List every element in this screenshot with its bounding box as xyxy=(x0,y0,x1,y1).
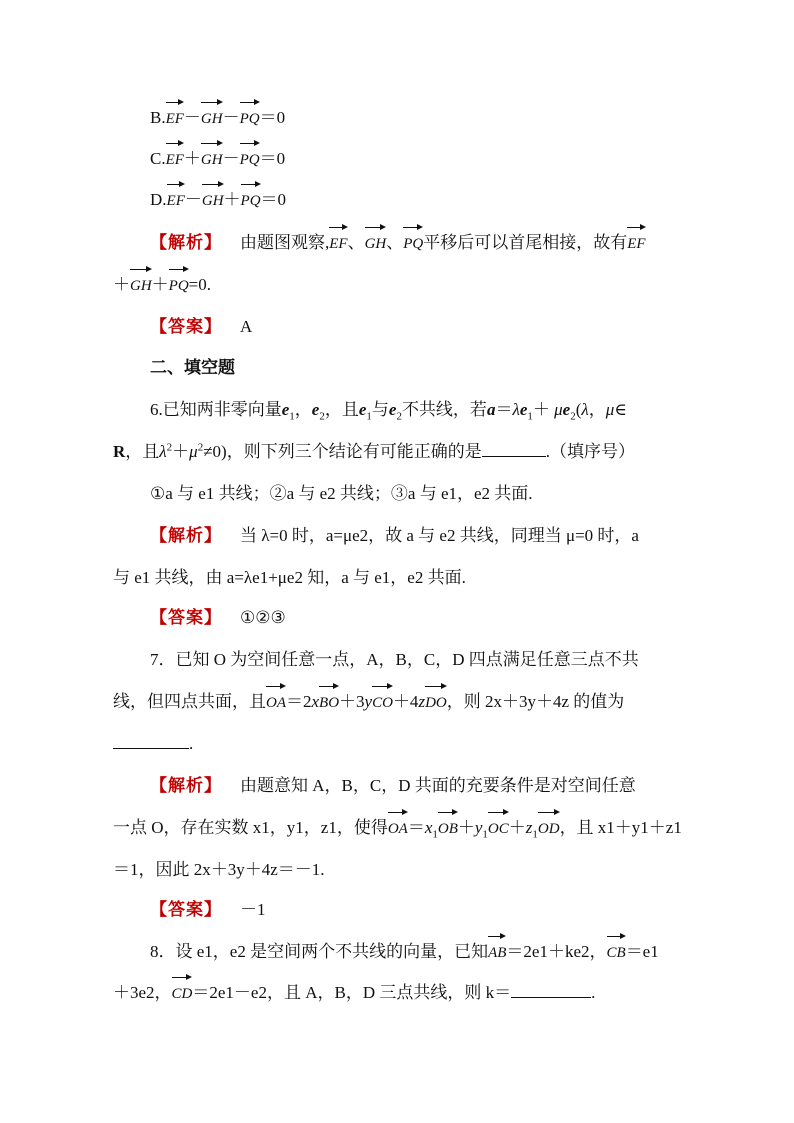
q6-options: ①a 与 e1 共线；②a 与 e2 共线；③a 与 e1，e2 共面. xyxy=(150,484,533,503)
vector-gh: GH xyxy=(201,107,223,131)
vector-arrow-icon xyxy=(240,98,260,106)
q5-analysis-line1: 【解析】 由题图观察, EF、 GH、 PQ平移后可以首尾相接，故有 EF xyxy=(150,231,646,256)
q7-analysis-line1: 【解析】 由题意知 A，B，C，D 共面的充要条件是对空间任意 xyxy=(150,776,636,795)
vector-oc: OC xyxy=(488,817,509,841)
vector-arrow-icon xyxy=(403,223,423,231)
q7-analysis-line3: ＝1，因此 2x＋3y＋4z＝－1. xyxy=(113,860,325,879)
answer-blank[interactable] xyxy=(482,442,546,457)
vector-pq: PQ xyxy=(240,107,260,131)
vector-ef: EF xyxy=(329,232,347,256)
vector-arrow-icon xyxy=(166,98,184,106)
q5-answer: 【答案】 A xyxy=(150,317,253,336)
q6-line1: 6.已知两非零向量$e_1$，$e_2$，且$e_1$与$e_2$不共线，若$a=\lambda e_1+ \mu e_2(\lambda$，μ∈ xyxy=(150,400,627,423)
vector-arrow-icon xyxy=(202,180,224,188)
vector-arrow-icon xyxy=(169,265,189,273)
vector-arrow-icon xyxy=(240,139,260,147)
vector-arrow-icon xyxy=(627,223,645,231)
q5-analysis-line2: ＋ GH＋ PQ=0. xyxy=(113,273,211,298)
vector-bo: BO xyxy=(319,691,339,715)
vector-do: DO xyxy=(425,691,447,715)
vector-gh: GH xyxy=(202,189,224,213)
vector-oa: OA xyxy=(266,691,286,715)
vector-ab: AB xyxy=(488,941,506,965)
vector-ef: EF xyxy=(166,148,184,172)
vector-arrow-icon xyxy=(130,265,152,273)
q6-answer: 【答案】 ①②③ xyxy=(150,608,286,627)
q8-line2: ＋3e2， CD＝2e1－e2，且 A，B，D 三点共线，则 k＝ . xyxy=(113,981,595,1006)
vector-gh: GH xyxy=(130,274,152,298)
q7-line2: 线，但四点共面，且 OA＝2x BO＋3y CO＋4z DO，则 2x＋3y＋4z 的值为 xyxy=(113,690,624,715)
vector-arrow-icon xyxy=(488,808,509,816)
vector-oa: OA xyxy=(388,817,408,841)
vector-arrow-icon xyxy=(388,808,408,816)
answer-blank[interactable] xyxy=(113,734,189,749)
vector-arrow-icon xyxy=(241,180,261,188)
option-b: B. EF－ GH－ PQ＝0 xyxy=(150,106,285,131)
q8-line1: 8．设 e1，e2 是空间两个不共线的向量，已知 AB＝2e1＋ke2， CB＝e1 xyxy=(150,940,659,965)
vector-arrow-icon xyxy=(607,932,626,940)
vector-arrow-icon xyxy=(201,98,223,106)
answer-blank[interactable] xyxy=(511,983,591,998)
vector-arrow-icon xyxy=(538,808,560,816)
vector-arrow-icon xyxy=(167,180,185,188)
vector-arrow-icon xyxy=(172,973,193,981)
analysis-label: 【解析】 xyxy=(150,233,222,252)
vector-pq: PQ xyxy=(241,189,261,213)
vector-ob: OB xyxy=(438,817,458,841)
analysis-label: 【解析】 xyxy=(150,776,222,795)
vector-pq: PQ xyxy=(169,274,189,298)
q7-analysis-line2: 一点 O，存在实数 x1，y1，z1，使得 $OA=x_1$ $OB+y_1$ $OC+z_1$ OD，且 x1＋y1＋z1 xyxy=(113,816,682,841)
vector-gh: GH xyxy=(365,232,387,256)
answer-label: 【答案】 xyxy=(150,317,222,336)
q6-analysis-line1: 【解析】 当 λ=0 时，a=μe2，故 a 与 e2 共线，同理当 μ=0 时，a xyxy=(150,526,639,545)
vector-pq: PQ xyxy=(240,148,260,172)
option-c: C. EF＋ GH－ PQ＝0 xyxy=(150,147,285,172)
vector-arrow-icon xyxy=(425,682,447,690)
vector-od: OD xyxy=(538,817,560,841)
vector-arrow-icon xyxy=(319,682,339,690)
q7-answer: 【答案】 －1 xyxy=(150,900,266,919)
vector-co: CO xyxy=(372,691,393,715)
vector-gh: GH xyxy=(201,148,223,172)
q7-line3: . xyxy=(113,732,193,756)
q7-line1: 7．已知 O 为空间任意一点，A，B，C，D 四点满足任意三点不共 xyxy=(150,650,639,669)
vector-cb: CB xyxy=(607,941,626,965)
vector-ef: EF xyxy=(627,232,645,256)
vector-pq: PQ xyxy=(403,232,423,256)
vector-arrow-icon xyxy=(365,223,387,231)
answer-label: 【答案】 xyxy=(150,900,222,919)
analysis-label: 【解析】 xyxy=(150,526,222,545)
vector-arrow-icon xyxy=(329,223,347,231)
vector-arrow-icon xyxy=(266,682,286,690)
vector-arrow-icon xyxy=(438,808,458,816)
vector-ef: EF xyxy=(166,107,184,131)
vector-arrow-icon xyxy=(488,932,506,940)
vector-arrow-icon xyxy=(201,139,223,147)
answer-label: 【答案】 xyxy=(150,608,222,627)
q6-line2: R，且$\lambda^2+\mu^2\ne 0$)，则下列三个结论有可能正确的是 .（填序号） xyxy=(113,441,635,461)
vector-arrow-icon xyxy=(372,682,393,690)
vector-ef: EF xyxy=(167,189,185,213)
vector-arrow-icon xyxy=(166,139,184,147)
section-title: 二、填空题 xyxy=(150,358,235,377)
option-d: D. EF－ GH＋ PQ＝0 xyxy=(150,188,286,213)
vector-cd: CD xyxy=(172,982,193,1006)
q6-analysis-line2: 与 e1 共线，由 a=λe1+μe2 知，a 与 e1，e2 共面. xyxy=(113,568,466,587)
